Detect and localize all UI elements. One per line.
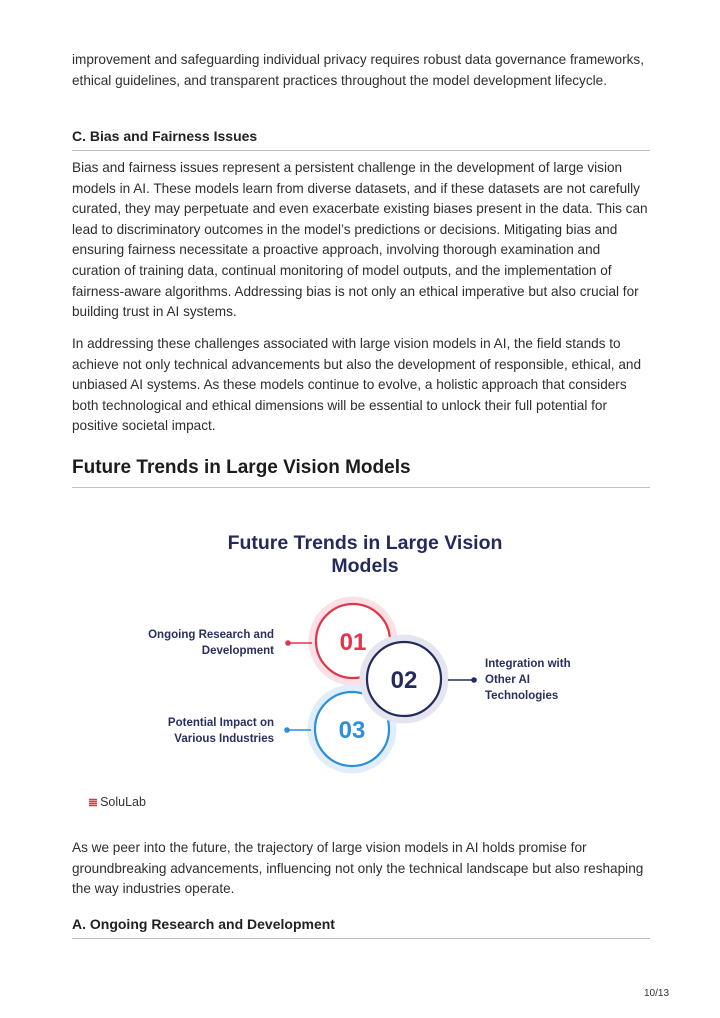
number-02: 02 (390, 667, 418, 694)
label-potential-impact: Potential Impact on Various Industries (167, 717, 274, 745)
connector-03-dot (284, 727, 290, 733)
connector-02-dot (471, 677, 477, 683)
intro-paragraph: improvement and safeguarding individual privacy requires robust data governance frameworks, ethical guidelines, and transparent practices throughout the model development lifecycle. (72, 52, 644, 88)
number-03: 03 (338, 717, 366, 744)
infographic-title: Future Trends in Large Vision Models (227, 532, 503, 577)
future-trends-heading: Future Trends in Large Vision Models (72, 457, 650, 488)
label-integration: Integration with Other AI Technologies (485, 658, 571, 702)
outlook-paragraph: As we peer into the future, the trajectory of large vision models in AI holds promise for groundbreaking advancements, influencing not only the technical landscape but also reshaping the way industries operate. (72, 840, 644, 897)
number-01: 01 (339, 629, 367, 656)
page-number: 10/13 (644, 988, 670, 999)
solulab-logo (88, 795, 146, 809)
section-heading-ongoing-research: A. Ongoing Research and Development (72, 916, 650, 939)
label-ongoing-research: Ongoing Research and Development (148, 629, 274, 657)
solulab-logo-icon: ≣ (88, 795, 99, 809)
solulab-logo-text: SoluLab (100, 795, 146, 809)
connector-01-dot (285, 640, 291, 646)
section-heading-bias-fairness: C. Bias and Fairness Issues (72, 128, 650, 151)
conclusion-paragraph: In addressing these challenges associated with large vision models in AI, the field stands to achieve not only technical advancements but also the development of responsible, ethical, and unbiased AI systems. As these models continue to evolve, a holistic approach that considers both technological and ethical dimensions will be essential to unlock their full potential for positive societal impact. (72, 336, 642, 434)
bias-fairness-paragraph: Bias and fairness issues represent a persistent challenge in the development of large vision models in AI. These models learn from diverse datasets, and if these datasets are not carefully curated, they may perpetuate and even exacerbate existing biases present in the data. This can lead to discriminatory outcomes in the model’s predictions or decisions. Mitigating bias and ensuring fairness necessitate a proactive approach, involving thorough examination and curation of training data, continual monitoring of model outputs, and the implementation of fairness-aware algorithms. Addressing bias is not only an ethical imperative but also crucial for building trust in AI systems. (72, 160, 648, 320)
